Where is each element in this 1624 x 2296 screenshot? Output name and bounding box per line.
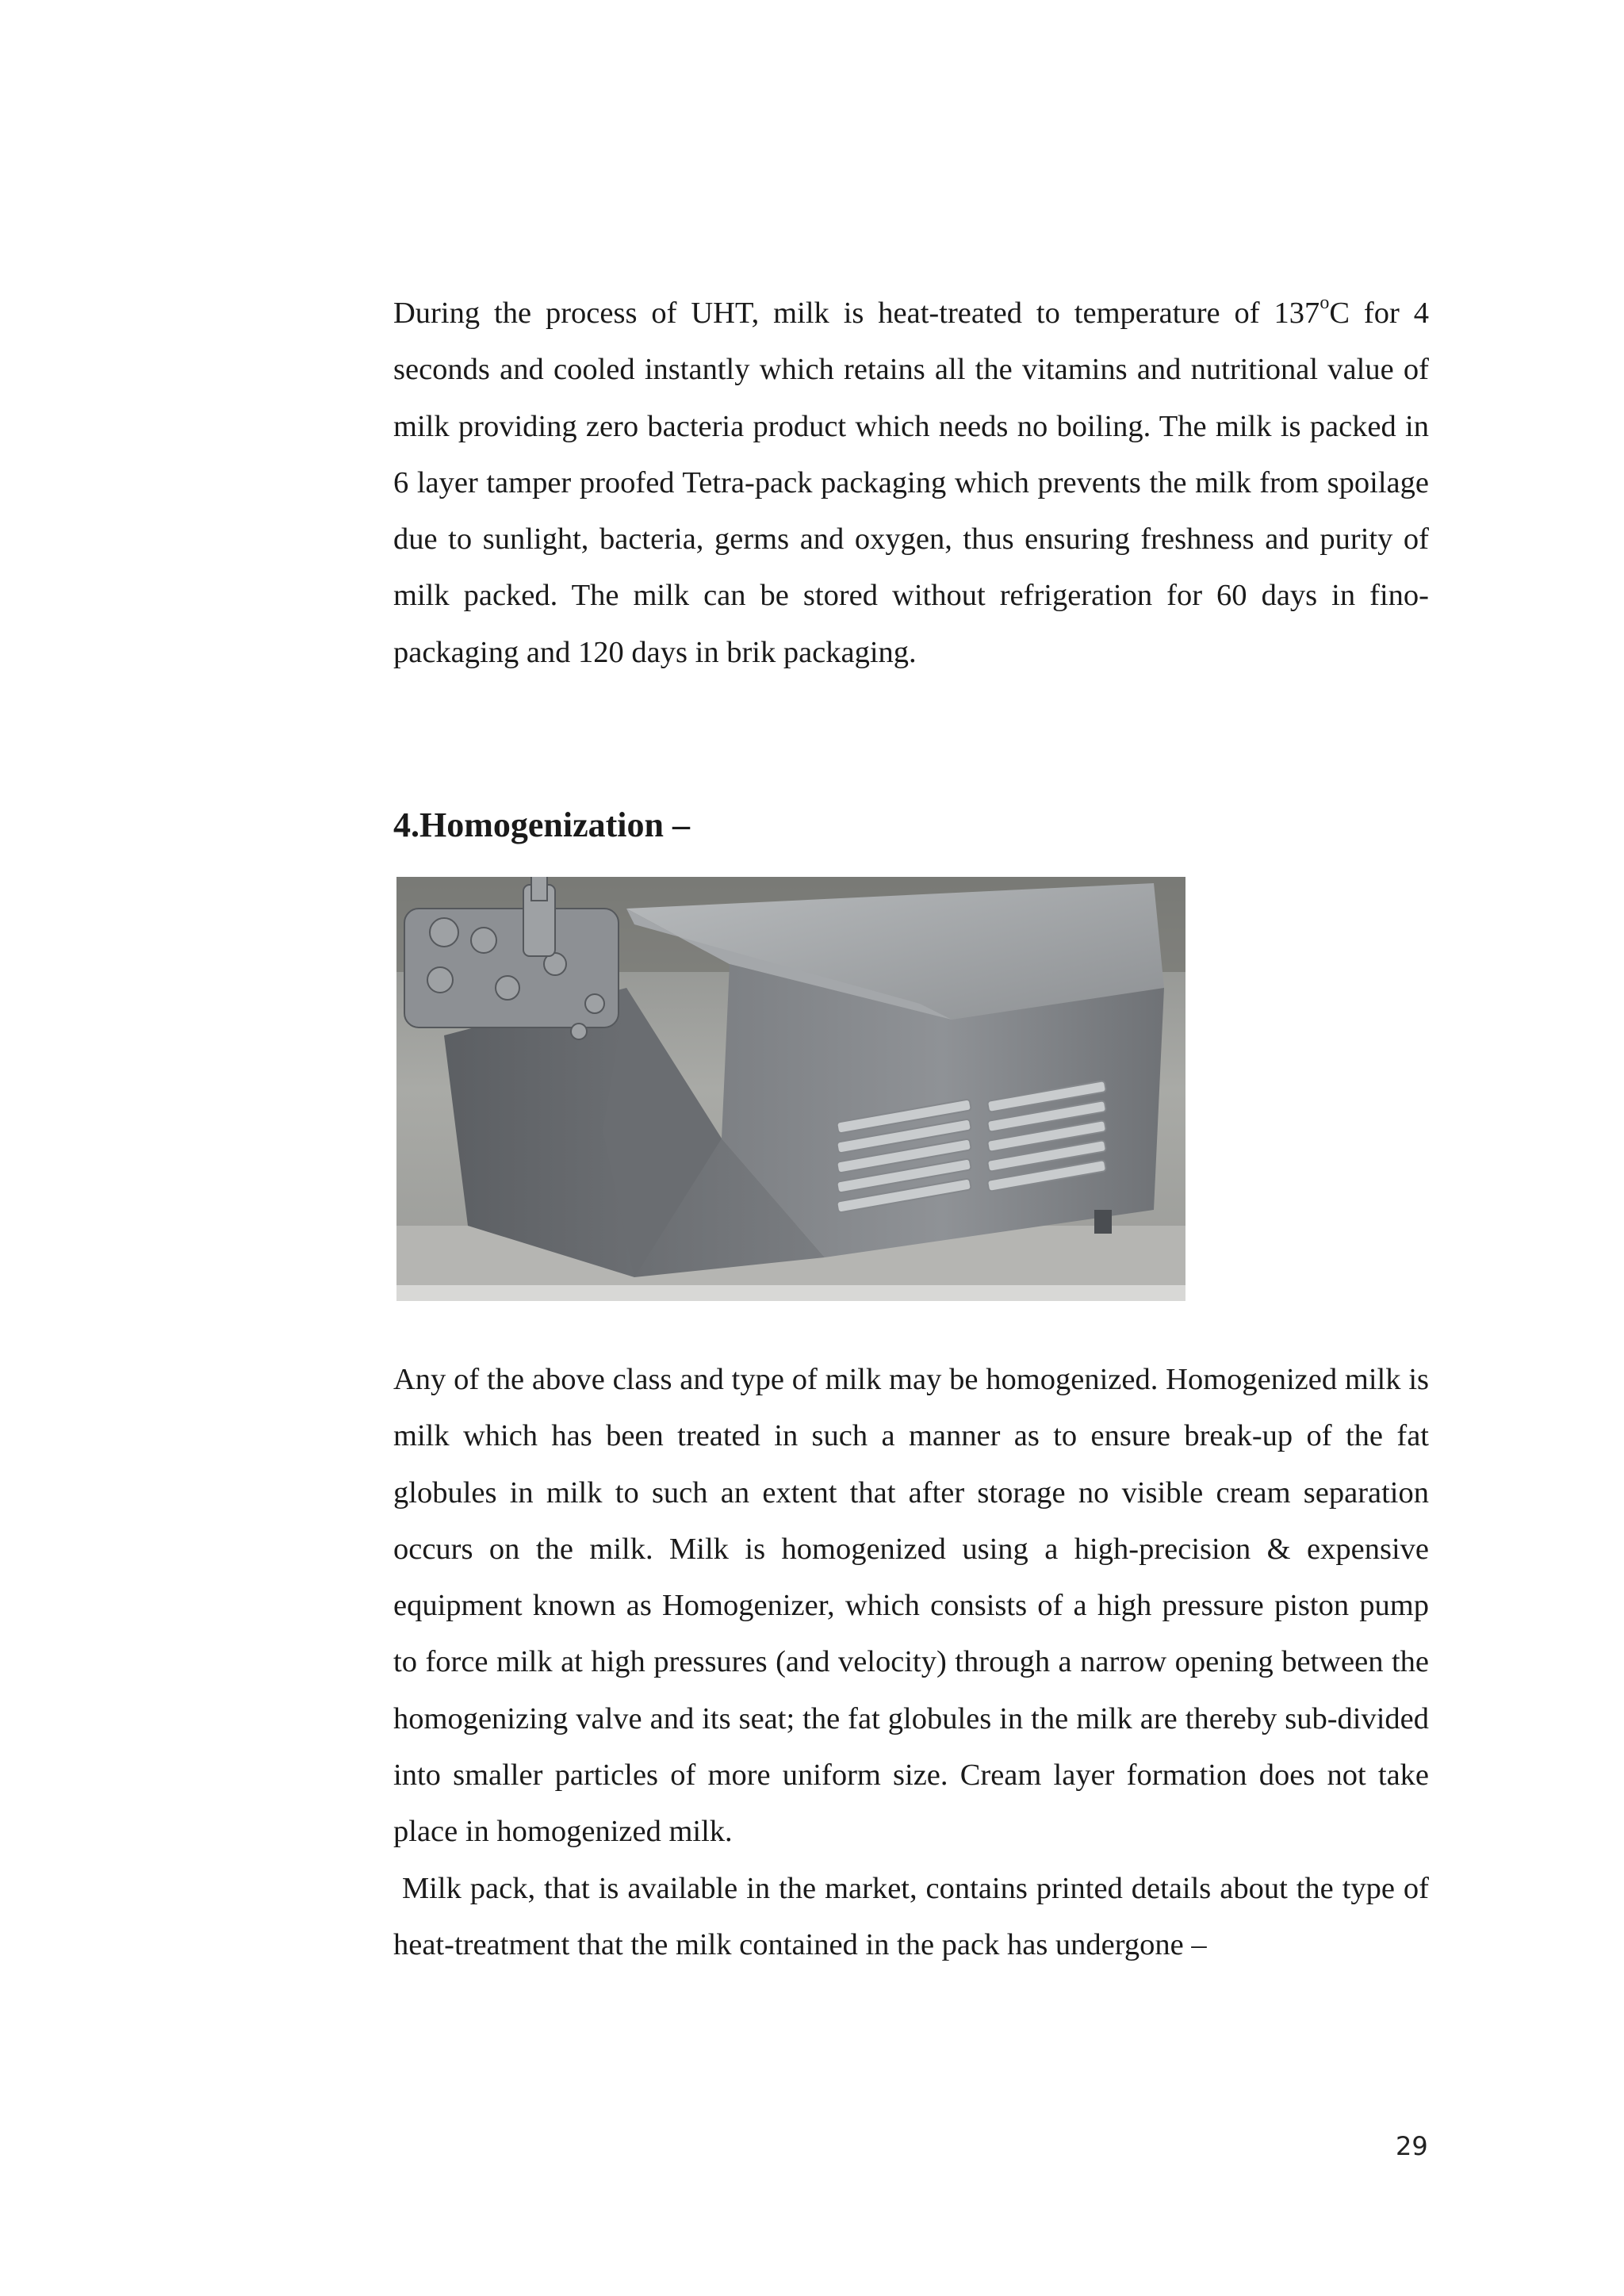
uht-text-end: C for 4 seconds and cooled instantly which retains all the vitamins and nutritional value of milk providing zero bacteria product which needs no boiling. The milk is packed in 6 layer tamper proofed Tetra-pack packaging which prevents the milk from spoilage due to sunlight, bacteria, germs and oxygen, thus ensuring freshness and purity of milk packed. The milk can be stored without refrigeration for 60 days in fino-packaging and 120 days in brik packaging. bbox=[393, 297, 1429, 669]
degree-superscript: o bbox=[1320, 293, 1330, 314]
milk-pack-paragraph: Milk pack, that is available in the market, contains printed details about the type of heat-treatment that the milk contained in the pack has undergone – bbox=[393, 1872, 1429, 1962]
page-number: 29 bbox=[1396, 2131, 1428, 2161]
homogenization-paragraph: Any of the above class and type of milk may be homogenized. Homogenized milk is milk which has been treated in such a manner as to ensure break-up of the fat globules in milk to such an extent that after storage no visible cream separation occurs on the milk. Milk is homogenized using a high-precision & expensive equipment known as Homogenizer, which consists of a high pressure piston pump to force milk at high pressures (and velocity) through a narrow opening between the homogenizing valve and its seat; the fat globules in the milk are thereby sub-divided into smaller particles of more uniform size. Cream layer formation does not take place in homogenized milk. bbox=[393, 1363, 1429, 1849]
homogenizer-photo bbox=[396, 877, 1185, 1301]
uht-text-start: During the process of UHT, milk is heat-treated to temperature of 137 bbox=[393, 297, 1320, 330]
section-heading: 4.Homogenization – bbox=[393, 806, 690, 844]
uht-paragraph bbox=[393, 285, 1429, 681]
